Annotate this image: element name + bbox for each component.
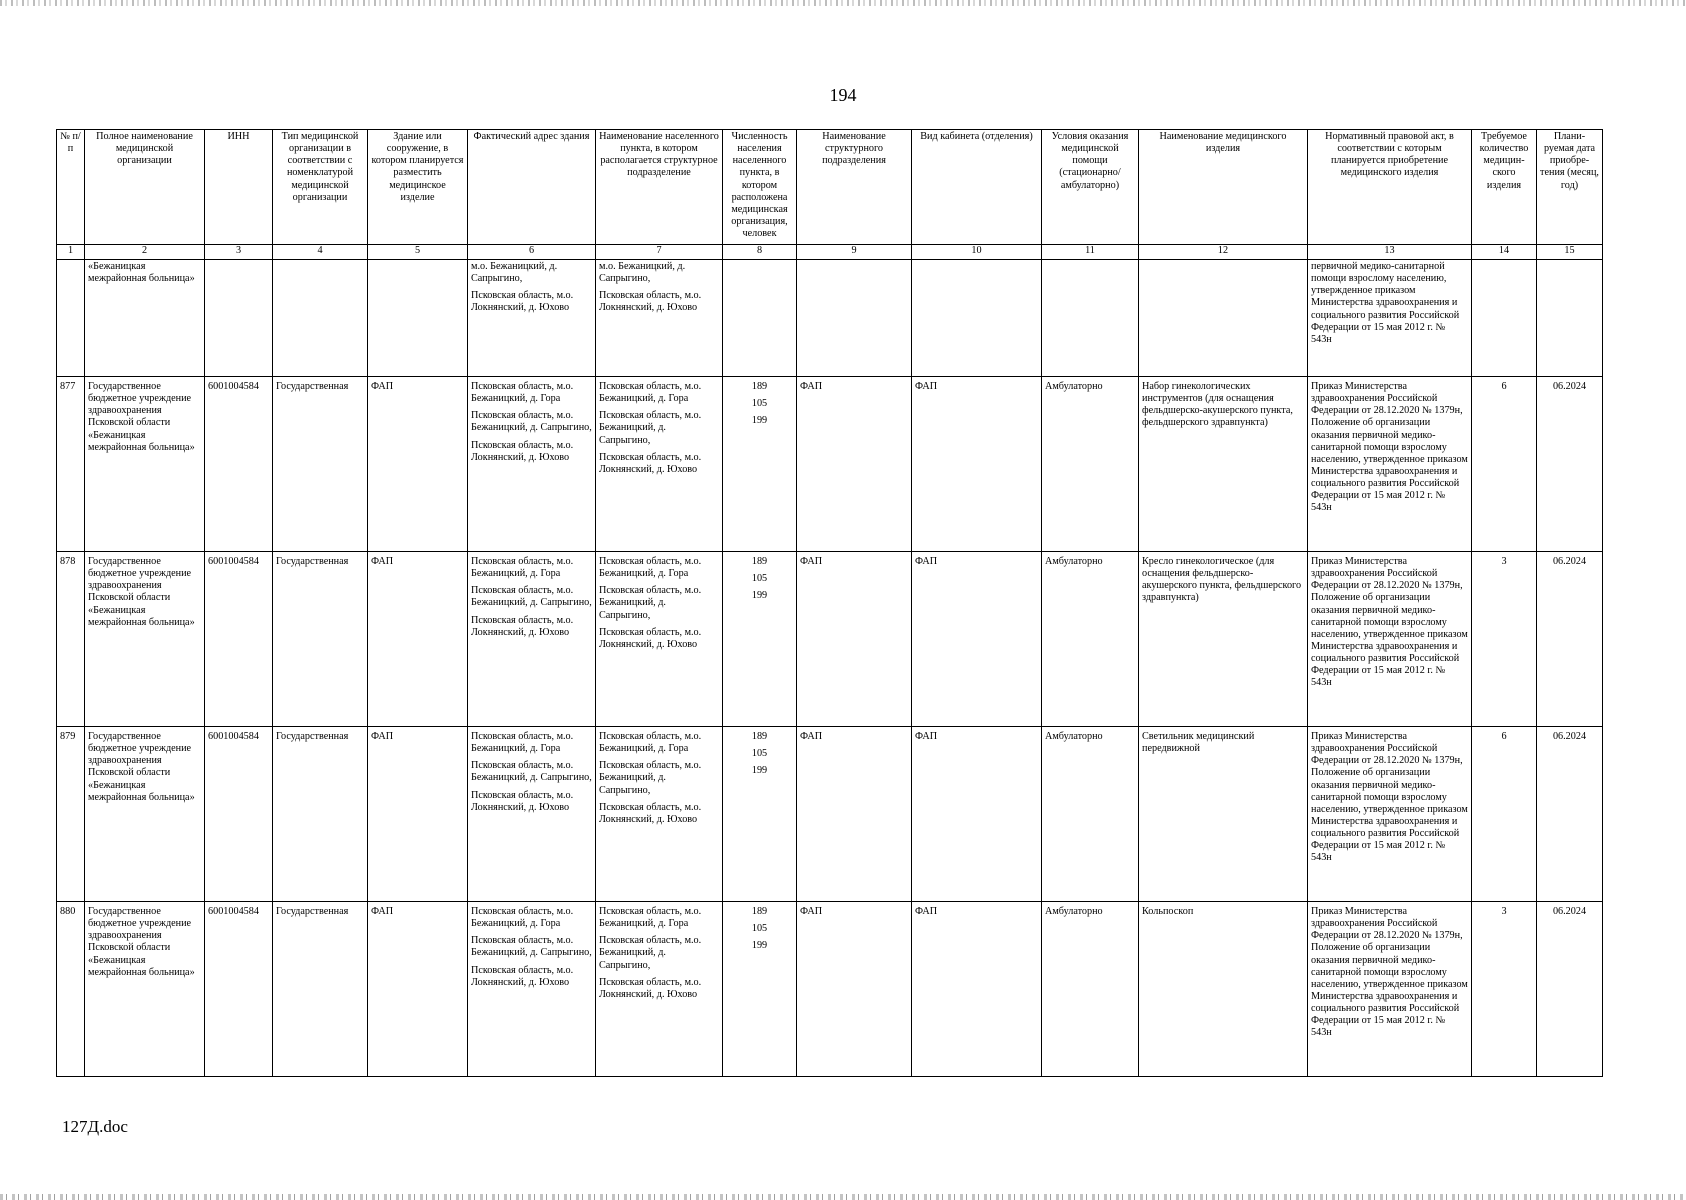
population-value: 189 (751, 381, 768, 392)
org-name-cell: Государственное бюджетное учреждение здравоохранения Псковской области «Бежаницкая межрайонная больница» (85, 377, 205, 552)
cabinet-cell: ФАП (912, 902, 1042, 1077)
address-line: Псковская область, м.о. Бежаницкий, д. Сапрыгино, (471, 410, 592, 434)
legal-act-cell: Приказ Министерства здравоохранения Российской Федерации от 28.12.2020 № 1379н, Положение об организации оказания первичной медико-санитарной помощи взрослому населению, утвержденное приказом Министерства здравоохранения и социального развития Российской Федерации от 15 мая 2012 г. № 543н (1308, 552, 1472, 727)
address-cell (468, 552, 596, 727)
column-header: Условия оказания медицинской помощи (стационарно/ амбулаторно) (1042, 130, 1139, 245)
population-value: 105 (751, 748, 768, 760)
purchase-date-cell: 06.2024 (1537, 727, 1603, 902)
settlement-line: Псковская область, м.о. Локнянский, д. Юхово (599, 626, 702, 650)
address-line: Псковская область, м.о. Бежаницкий, д. Гора (471, 731, 574, 755)
settlement-line: Псковская область, м.о. Бежаницкий, д. Гора (599, 381, 702, 405)
column-index: 13 (1308, 245, 1472, 260)
population-value: 189 (751, 556, 768, 567)
cell-empty (1472, 260, 1537, 377)
population-value: 199 (751, 415, 768, 427)
building-cell: ФАП (368, 377, 468, 552)
inn-cell: 6001004584 (205, 377, 273, 552)
org-type-cell: Государственная (273, 727, 368, 902)
continuation-row (57, 260, 1603, 377)
row-number-cell: 878 (57, 552, 85, 727)
population-value: 189 (751, 731, 768, 742)
settlement-line: Псковская область, м.о. Локнянский, д. Юхово (599, 290, 702, 314)
column-header: Численность населения населенного пункта, в котором расположена медицинская организация, человек (723, 130, 797, 245)
address-line: Псковская область, м.о. Бежаницкий, д. Сапрыгино, (471, 585, 592, 609)
column-index: 8 (723, 245, 797, 260)
column-index: 2 (85, 245, 205, 260)
address-cell (468, 902, 596, 1077)
quantity-cell: 6 (1472, 727, 1537, 902)
column-index: 10 (912, 245, 1042, 260)
population-cell (723, 902, 797, 1077)
cabinet-cell: ФАП (912, 552, 1042, 727)
cell-empty (797, 260, 912, 377)
org-type-cell: Государственная (273, 377, 368, 552)
population-cell (723, 377, 797, 552)
column-index: 14 (1472, 245, 1537, 260)
address-line: м.о. Бежаницкий, д. Сапрыгино, (471, 261, 558, 285)
unit-cell: ФАП (797, 552, 912, 727)
address-line: Псковская область, м.о. Бежаницкий, д. Гора (471, 906, 574, 930)
settlement-line: Псковская область, м.о. Локнянский, д. Юхово (599, 451, 702, 475)
scan-edge-top (0, 0, 1686, 6)
inn-cell: 6001004584 (205, 727, 273, 902)
population-value: 189 (751, 906, 768, 917)
population-value: 199 (751, 590, 768, 602)
settlement-line: Псковская область, м.о. Бежаницкий, д. Сапрыгино, (599, 585, 702, 621)
conditions-cell: Амбулаторно (1042, 902, 1139, 1077)
column-header: Нормативный правовой акт, в соответствии с которым планируется приобретение медицинского изделия (1308, 130, 1472, 245)
cell-empty (723, 260, 797, 377)
conditions-cell: Амбулаторно (1042, 727, 1139, 902)
device-name-cell: Светильник медицинский передвижной (1139, 727, 1308, 902)
column-index: 3 (205, 245, 273, 260)
building-cell: ФАП (368, 902, 468, 1077)
column-index: 1 (57, 245, 85, 260)
column-index: 7 (596, 245, 723, 260)
building-cell: ФАП (368, 552, 468, 727)
settlement-cell (596, 902, 723, 1077)
conditions-cell: Амбулаторно (1042, 552, 1139, 727)
cabinet-cell: ФАП (912, 377, 1042, 552)
column-header: Фактический адрес здания (468, 130, 596, 245)
settlement-line: Псковская область, м.о. Локнянский, д. Юхово (599, 801, 702, 825)
table-row (57, 377, 1603, 552)
column-header: ИНН (205, 130, 273, 245)
column-header: Требуемое количество медицин-ского изделия (1472, 130, 1537, 245)
table-row (57, 727, 1603, 902)
column-header: Наименование структурного подразделения (797, 130, 912, 245)
org-type-cell: Государственная (273, 902, 368, 1077)
column-header: Тип медицинской организации в соответствии с номенклатурой медицинской организации (273, 130, 368, 245)
population-cell (723, 552, 797, 727)
unit-cell: ФАП (797, 902, 912, 1077)
cabinet-cell: ФАП (912, 727, 1042, 902)
column-header: Здание или сооружение, в котором планируется разместить медицинское изделие (368, 130, 468, 245)
settlement-line: Псковская область, м.о. Бежаницкий, д. Сапрыгино, (599, 760, 702, 796)
cell-empty (57, 260, 85, 377)
quantity-cell: 3 (1472, 902, 1537, 1077)
device-name-cell: Кольпоскоп (1139, 902, 1308, 1077)
column-header: Плани-руемая дата приобре-тения (месяц, год) (1537, 130, 1603, 245)
row-number-cell: 879 (57, 727, 85, 902)
purchase-date-cell: 06.2024 (1537, 377, 1603, 552)
address-cell (468, 727, 596, 902)
footer-filename: 127Д.doc (62, 1117, 128, 1136)
settlement-cell (596, 377, 723, 552)
legal-act-cell: Приказ Министерства здравоохранения Российской Федерации от 28.12.2020 № 1379н, Положение об организации оказания первичной медико-санитарной помощи взрослому населению, утвержденное приказом Министерства здравоохранения и социального развития Российской Федерации от 15 мая 2012 г. № 543н (1308, 727, 1472, 902)
row-number-cell: 877 (57, 377, 85, 552)
settlement-cell (596, 552, 723, 727)
purchase-date-cell: 06.2024 (1537, 902, 1603, 1077)
header-row (57, 130, 1603, 245)
address-line: Псковская область, м.о. Бежаницкий, д. Сапрыгино, (471, 935, 592, 959)
cell-empty (1139, 260, 1308, 377)
address-line: Псковская область, м.о. Бежаницкий, д. Гора (471, 556, 574, 580)
building-cell: ФАП (368, 727, 468, 902)
org-name-cell: Государственное бюджетное учреждение здравоохранения Псковской области «Бежаницкая межрайонная больница» (85, 552, 205, 727)
settlement-line: м.о. Бежаницкий, д. Сапрыгино, (599, 261, 686, 285)
cell-empty (1537, 260, 1603, 377)
table-row (57, 902, 1603, 1077)
address-line: Псковская область, м.о. Локнянский, д. Юхово (471, 439, 574, 463)
column-header: № п/п (57, 130, 85, 245)
inn-cell: 6001004584 (205, 902, 273, 1077)
org-type-cell: Государственная (273, 552, 368, 727)
settlement-line: Псковская область, м.о. Бежаницкий, д. Гора (599, 731, 702, 755)
quantity-cell: 6 (1472, 377, 1537, 552)
row-number-cell: 880 (57, 902, 85, 1077)
page-number: 194 (829, 85, 857, 105)
medical-equipment-table (56, 129, 1603, 1077)
cell-empty (1042, 260, 1139, 377)
column-index: 15 (1537, 245, 1603, 260)
population-value: 105 (751, 923, 768, 935)
column-index: 9 (797, 245, 912, 260)
column-index: 5 (368, 245, 468, 260)
address-line: Псковская область, м.о. Локнянский, д. Юхово (471, 614, 574, 638)
legal-act-cell: Приказ Министерства здравоохранения Российской Федерации от 28.12.2020 № 1379н, Положение об организации оказания первичной медико-санитарной помощи взрослому населению, утвержденное приказом Министерства здравоохранения и социального развития Российской Федерации от 15 мая 2012 г. № 543н (1308, 902, 1472, 1077)
legal-act-cell: первичной медико-санитарной помощи взрослому населению, утвержденное приказом Министерства здравоохранения и социального развития Российской Федерации от 15 мая 2012 г. № 543н (1308, 260, 1472, 377)
column-header: Вид кабинета (отделения) (912, 130, 1042, 245)
settlement-line: Псковская область, м.о. Бежаницкий, д. Сапрыгино, (599, 410, 702, 446)
scan-edge-bottom (0, 1194, 1686, 1200)
cell-empty (368, 260, 468, 377)
column-index: 12 (1139, 245, 1308, 260)
device-name-cell: Набор гинекологических инструментов (для оснащения фельдшерско-акушерского пункта, фельдшерского здравпункта) (1139, 377, 1308, 552)
org-name-cell: Государственное бюджетное учреждение здравоохранения Псковской области «Бежаницкая межрайонная больница» (85, 727, 205, 902)
org-name-cell: Государственное бюджетное учреждение здравоохранения Псковской области «Бежаницкая межрайонная больница» (85, 902, 205, 1077)
settlement-line: Псковская область, м.о. Бежаницкий, д. Сапрыгино, (599, 935, 702, 971)
legal-act-cell: Приказ Министерства здравоохранения Российской Федерации от 28.12.2020 № 1379н, Положение об организации оказания первичной медико-санитарной помощи взрослому населению, утвержденное приказом Министерства здравоохранения и социального развития Российской Федерации от 15 мая 2012 г. № 543н (1308, 377, 1472, 552)
column-header: Полное наименование медицинской организации (85, 130, 205, 245)
conditions-cell: Амбулаторно (1042, 377, 1139, 552)
column-index: 4 (273, 245, 368, 260)
population-cell (723, 727, 797, 902)
cell-empty (205, 260, 273, 377)
cell-empty (912, 260, 1042, 377)
column-index-row (57, 245, 1603, 260)
settlement-line: Псковская область, м.о. Бежаницкий, д. Гора (599, 906, 702, 930)
population-value: 105 (751, 573, 768, 585)
population-value: 105 (751, 398, 768, 410)
address-cell (468, 260, 596, 377)
unit-cell: ФАП (797, 377, 912, 552)
population-value: 199 (751, 765, 768, 777)
unit-cell: ФАП (797, 727, 912, 902)
address-line: Псковская область, м.о. Бежаницкий, д. Сапрыгино, (471, 760, 592, 784)
device-name-cell: Кресло гинекологическое (для оснащения фельдшерско-акушерского пункта, фельдшерского здравпункта) (1139, 552, 1308, 727)
address-line: Псковская область, м.о. Локнянский, д. Юхово (471, 290, 574, 314)
column-header: Наименование медицинского изделия (1139, 130, 1308, 245)
settlement-cell (596, 260, 723, 377)
address-cell (468, 377, 596, 552)
settlement-line: Псковская область, м.о. Бежаницкий, д. Гора (599, 556, 702, 580)
column-index: 6 (468, 245, 596, 260)
settlement-line: Псковская область, м.о. Локнянский, д. Юхово (599, 976, 702, 1000)
org-name-cell: «Бежаницкая межрайонная больница» (85, 260, 205, 377)
table-row (57, 552, 1603, 727)
address-line: Псковская область, м.о. Локнянский, д. Юхово (471, 964, 574, 988)
address-line: Псковская область, м.о. Бежаницкий, д. Гора (471, 381, 574, 405)
column-header: Наименование населенного пункта, в котором располагается структурное подразделение (596, 130, 723, 245)
settlement-cell (596, 727, 723, 902)
cell-empty (273, 260, 368, 377)
inn-cell: 6001004584 (205, 552, 273, 727)
column-index: 11 (1042, 245, 1139, 260)
population-value: 199 (751, 940, 768, 952)
address-line: Псковская область, м.о. Локнянский, д. Юхово (471, 789, 574, 813)
purchase-date-cell: 06.2024 (1537, 552, 1603, 727)
quantity-cell: 3 (1472, 552, 1537, 727)
